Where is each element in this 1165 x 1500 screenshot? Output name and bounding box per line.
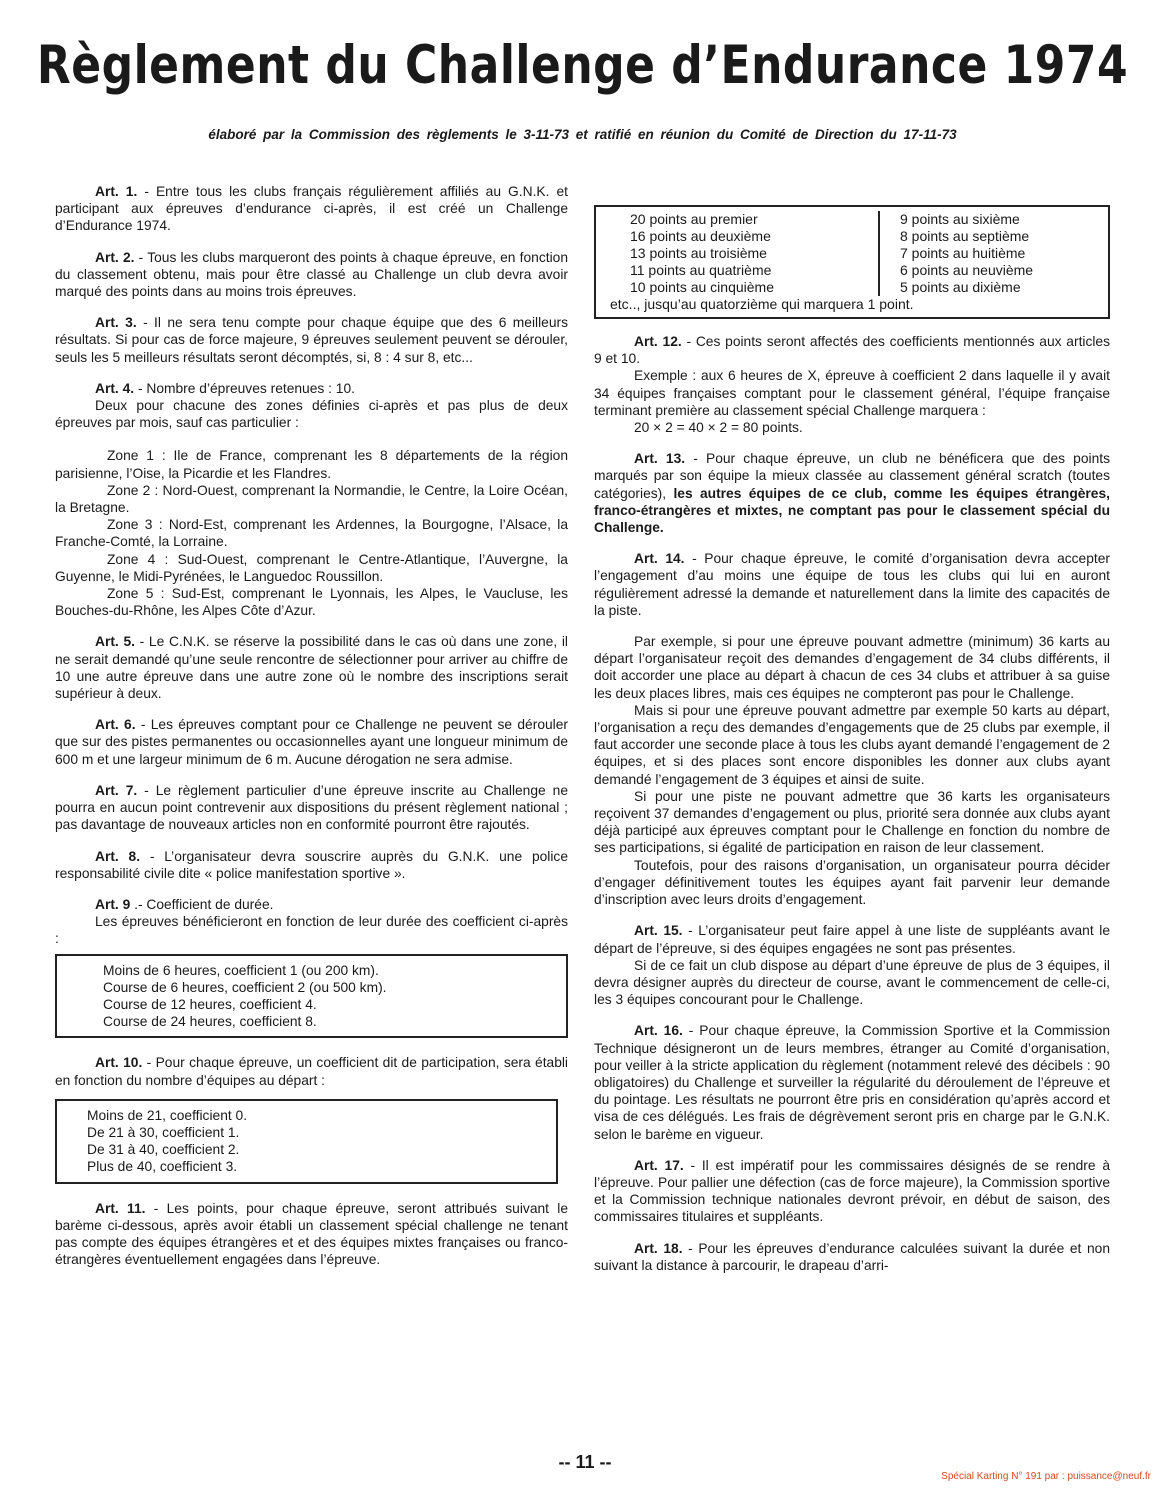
article-18 bbox=[594, 1240, 1110, 1274]
duration-row: Course de 6 heures, coefficient 2 (ou 500 km). bbox=[103, 979, 387, 995]
article-5 bbox=[55, 633, 568, 702]
article-label: Art. 11. bbox=[95, 1200, 146, 1216]
article-14 bbox=[594, 550, 1110, 619]
points-scale-right bbox=[878, 211, 1033, 296]
duration-coefficient-box bbox=[55, 954, 568, 1039]
article-14-p3: Mais si pour une épreuve pouvant admettre par exemple 50 karts au départ, l’organisation a reçu des demandes d’engagements que de 25 clubs par exemple, il faut accorder une seconde place à tous les clubs ayant demandé l’engagement de 2 équipes, et si des places sont encore disponibles les donner aux clubs ayant demandé l’engagement de 3 équipes et ainsi de suite. bbox=[594, 702, 1110, 787]
points-scale-left bbox=[604, 211, 878, 296]
article-3 bbox=[55, 314, 568, 366]
article-8 bbox=[55, 848, 568, 882]
participation-row: De 21 à 30, coefficient 1. bbox=[87, 1124, 240, 1140]
article-text: - Il ne sera tenu compte pour chaque équipe que des 6 meilleurs résultats. Si pour cas de force majeure, 9 épreuves seulement peuvent se dérouler, seuls les 5 meilleurs résultats seront décomptés, si, 8 : 4 sur 8, etc... bbox=[55, 315, 568, 365]
duration-row: Course de 24 heures, coefficient 8. bbox=[103, 1014, 317, 1030]
article-12 bbox=[594, 333, 1110, 367]
participation-row: Plus de 40, coefficient 3. bbox=[87, 1159, 238, 1175]
footer-credit: Spécial Karting N° 191 par : puissance@neuf.fr bbox=[941, 1471, 1151, 1482]
article-text: - Les épreuves comptant pour ce Challenge ne peuvent se dérouler que sur des pistes permanentes ou occasionnelles ayant une longueur minimum de 600 m et une largeur minimum de 6 m. Aucune dérogation ne sera admise. bbox=[55, 717, 568, 767]
article-label: Art. 16. bbox=[634, 1023, 683, 1039]
article-label: Art. 3. bbox=[95, 315, 137, 331]
article-9-detail: Les épreuves bénéficieront en fonction de leur durée des coefficient ci-après : bbox=[55, 914, 568, 947]
points-row: 5 points au dixième bbox=[900, 279, 1021, 295]
points-row: 16 points au deuxième bbox=[630, 228, 771, 244]
article-14-p2: Par exemple, si pour une épreuve pouvant admettre (minimum) 36 karts au départ l’organisateur reçoit des demandes d’engagement de 34 clubs différents, il doit accorder une place au départ à chacun de ces 34 clubs et attribuer à sa guise les deux places libres, mais ces équipes ne compteront pas pour le Challenge. bbox=[594, 634, 1110, 701]
article-13 bbox=[594, 450, 1110, 536]
article-label: Art. 5. bbox=[95, 634, 135, 650]
article-label: Art. 7. bbox=[95, 782, 138, 798]
points-scale-box bbox=[594, 205, 1110, 319]
article-text: - Il est impératif pour les commissaires désignés de se rendre à l’épreuve. Pour pallier une défection (cas de force majeure), la Commission sportive et la Commission technique nationales devront prévoir, en début de saison, des commissaires titulaires et suppléants. bbox=[594, 1157, 1111, 1225]
article-2 bbox=[55, 249, 568, 301]
article-16 bbox=[594, 1022, 1110, 1142]
article-text: - Les points, pour chaque épreuve, seront attribués suivant le barème ci-dessous, après avoir établi un classement spécial challenge ne tenant pas compte des équipes étrangères et et des équipes mixtes françaises ou franco-étrangères éventuellement engagées dans l’épreuve. bbox=[55, 1200, 569, 1268]
points-row: 8 points au septième bbox=[900, 228, 1030, 244]
article-text: - Le règlement particulier d’une épreuve inscrite au Challenge ne pourra en aucun point contrevenir aux dispositions du présent règlement national ; pas davantage de nouveaux articles non en conformité pourront être rajoutés. bbox=[55, 782, 569, 833]
points-scale-columns bbox=[604, 211, 1100, 296]
points-row: 13 points au troisième bbox=[630, 245, 767, 261]
page-title: Règlement du Challenge d’Endurance 1974 bbox=[36, 34, 1129, 97]
points-row: 6 points au neuvième bbox=[900, 262, 1034, 278]
participation-coefficient-box bbox=[55, 1099, 558, 1184]
article-14-p4: Si pour une piste ne pouvant admettre que 36 karts les organisateurs reçoivent 37 demandes d’engagement ou plus, priorité sera donnée aux clubs ayant déjà participé aux épreuves comptant pour le Challenge en fonction du nombre de ses participations, si égalité de participation en raison de leur classement. bbox=[594, 788, 1110, 856]
article-text: - Tous les clubs marqueront des points à chaque épreuve, en fonction du classement obtenu, mais pour être classé au Challenge un club devra avoir marqué des points dans au moins trois épreuves. bbox=[55, 249, 568, 300]
duration-row: Course de 12 heures, coefficient 4. bbox=[103, 996, 317, 1012]
article-11 bbox=[55, 1200, 568, 1269]
points-row: 9 points au sixième bbox=[900, 211, 1020, 227]
zone-2: Zone 2 : Nord-Ouest, comprenant la Normandie, le Centre, la Loire Océan, la Bretagne. bbox=[55, 482, 568, 516]
article-label: Art. 17. bbox=[634, 1157, 684, 1173]
zone-5: Zone 5 : Sud-Est, comprenant le Lyonnais, les Alpes, le Vaucluse, les Bouches-du-Rhône, les Alpes Côte d’Azur. bbox=[55, 586, 568, 619]
zone-3: Zone 3 : Nord-Est, comprenant les Ardennes, la Bourgogne, l’Alsace, la Franche-Comté, la Lorraine. bbox=[55, 517, 568, 550]
article-text: .- Coefficient de durée. bbox=[130, 896, 274, 912]
article-text: - Le C.N.K. se réserve la possibilité dans le cas où dans une zone, il ne serait demandé qu’une seule rencontre de sélectionner pour arriver au chiffre de 10 une autre épreuve dans une autre zone où le nombre des inscriptions serait supérieur à deux. bbox=[55, 634, 568, 702]
article-7 bbox=[55, 782, 568, 834]
article-label: Art. 6. bbox=[95, 717, 136, 733]
article-text: - L’organisateur peut faire appel à une liste de suppléants avant le départ de l’épreuve, si des équipes engagées ne sont pas présentes. bbox=[594, 923, 1110, 956]
points-row: 20 points au premier bbox=[630, 211, 758, 227]
article-14-p5: Toutefois, pour des raisons d’organisation, un organisateur pourra décider d’engager définitivement toutes les équipes ayant fait parvenir leur demande d’inscription avec leurs droits d’engagement. bbox=[594, 857, 1110, 908]
article-12-formula: 20 × 2 = 40 × 2 = 80 points. bbox=[634, 420, 803, 436]
article-15 bbox=[594, 922, 1110, 956]
article-text-bold: les autres équipes de ce club, comme les équipes étrangères, franco-étrangères et mixtes, ne comptant pas pour le classement spécial du Challenge. bbox=[594, 485, 1110, 536]
article-text: - L’organisateur devra souscrire auprès du G.N.K. une police responsabilité civile dite « police manifestation sportive ». bbox=[55, 848, 569, 881]
article-4-detail: Deux pour chacune des zones définies ci-après et pas plus de deux épreuves par mois, sauf cas particulier : bbox=[55, 398, 568, 431]
participation-row: Moins de 21, coefficient 0. bbox=[87, 1107, 248, 1123]
article-label: Art. 4. bbox=[95, 380, 135, 396]
zones-list bbox=[55, 447, 568, 619]
zone-4: Zone 4 : Sud-Ouest, comprenant le Centre-Atlantique, l’Auvergne, la Guyenne, le Midi-Pyrénées, le Languedoc Roussillon. bbox=[55, 551, 568, 584]
zone-1: Zone 1 : Ile de France, comprenant les 8 départements de la région parisienne, l’Oise, la Picardie et les Flandres. bbox=[55, 448, 568, 481]
article-text: - Nombre d’épreuves retenues : 10. bbox=[134, 380, 355, 396]
article-label: Art. 15. bbox=[634, 923, 683, 939]
article-label: Art. 18. bbox=[634, 1240, 683, 1256]
points-row: 7 points au huitième bbox=[900, 245, 1026, 261]
article-label: Art. 12. bbox=[634, 334, 682, 349]
article-text: - Pour chaque épreuve, un club ne bénéficera que des points marqués par son équipe la mieux classée au classement général scratch (toutes catégories), bbox=[594, 451, 1110, 501]
article-15-p2: Si de ce fait un club dispose au départ d’une épreuve de plus de 3 équipes, il devra désigner auprès du directeur de course, avant le commencement de celle-ci, les 3 équipes concourant pour le Challenge. bbox=[594, 957, 1110, 1008]
article-text: - Pour chaque épreuve, un coefficient dit de participation, sera établi en fonction du nombre d’équipes au départ : bbox=[55, 1055, 568, 1088]
article-label: Art. 9 bbox=[95, 896, 131, 912]
article-4 bbox=[55, 380, 568, 397]
right-column bbox=[594, 205, 1110, 1288]
article-label: Art. 1. bbox=[95, 184, 138, 199]
points-scale-footer: etc.., jusqu’au quatorzième qui marquera 1 point. bbox=[610, 296, 914, 312]
article-text: - Pour chaque épreuve, le comité d’organisation devra accepter l’engagement d’au moins une équipe de tous les clubs qui lui en auront régulièrement adressé la demande et naturellement dans la limite des capacités de la piste. bbox=[594, 551, 1111, 618]
article-text: - Pour les épreuves d’endurance calculées suivant la durée et non suivant la distance à parcourir, le drapeau d’arri- bbox=[594, 1240, 1110, 1273]
article-label: Art. 2. bbox=[95, 249, 135, 265]
article-17 bbox=[594, 1157, 1110, 1226]
article-1 bbox=[55, 183, 568, 235]
duration-row: Moins de 6 heures, coefficient 1 (ou 200 km). bbox=[103, 962, 379, 978]
points-row: 10 points au cinquième bbox=[630, 279, 774, 295]
article-12-example: Exemple : aux 6 heures de X, épreuve à coefficient 2 dans laquelle il y avait 34 équipes françaises comptant pour le classement général, l’équipe française terminant première au classement spécial Challenge marquera : bbox=[594, 368, 1110, 418]
article-6 bbox=[55, 716, 568, 768]
participation-row: De 31 à 40, coefficient 2. bbox=[87, 1142, 240, 1158]
article-text: - Entre tous les clubs français régulièrement affiliés au G.N.K. et participant aux épreuves d’endurance ci-après, il est créé un Challenge d’Endurance 1974. bbox=[55, 184, 568, 234]
left-column bbox=[55, 183, 568, 1282]
page-subtitle: élaboré par la Commission des règlements le 3-11-73 et ratifié en réunion du Comité de Direction du 17-11-73 bbox=[208, 127, 957, 142]
article-9 bbox=[55, 896, 568, 913]
page-number: -- 11 -- bbox=[558, 1452, 612, 1472]
article-text: - Ces points seront affectés des coefficients mentionnés aux articles 9 et 10. bbox=[594, 334, 1111, 367]
article-label: Art. 14. bbox=[634, 551, 685, 567]
article-text: - Pour chaque épreuve, la Commission Sportive et la Commission Technique désigneront un de leurs membres, étranger au Comité d’organisation, pour veiller à la stricte application du règlement (notamment relevé des décibels : 90 obligatoires) du Challenge et surveiller la régularité du déroulement de l’épreuve et du pointage. Les résultats ne pourront être pris en considération qu’après accord et visa de ces délégués. Les frais de dégrèvement seront pris en charge par le G.N.K. selon le barème en vigueur. bbox=[594, 1023, 1110, 1142]
article-10 bbox=[55, 1054, 568, 1088]
points-row: 11 points au quatrième bbox=[630, 262, 772, 278]
article-label: Art. 13. bbox=[634, 451, 686, 467]
article-label: Art. 8. bbox=[95, 848, 141, 864]
article-label: Art. 10. bbox=[95, 1055, 143, 1071]
